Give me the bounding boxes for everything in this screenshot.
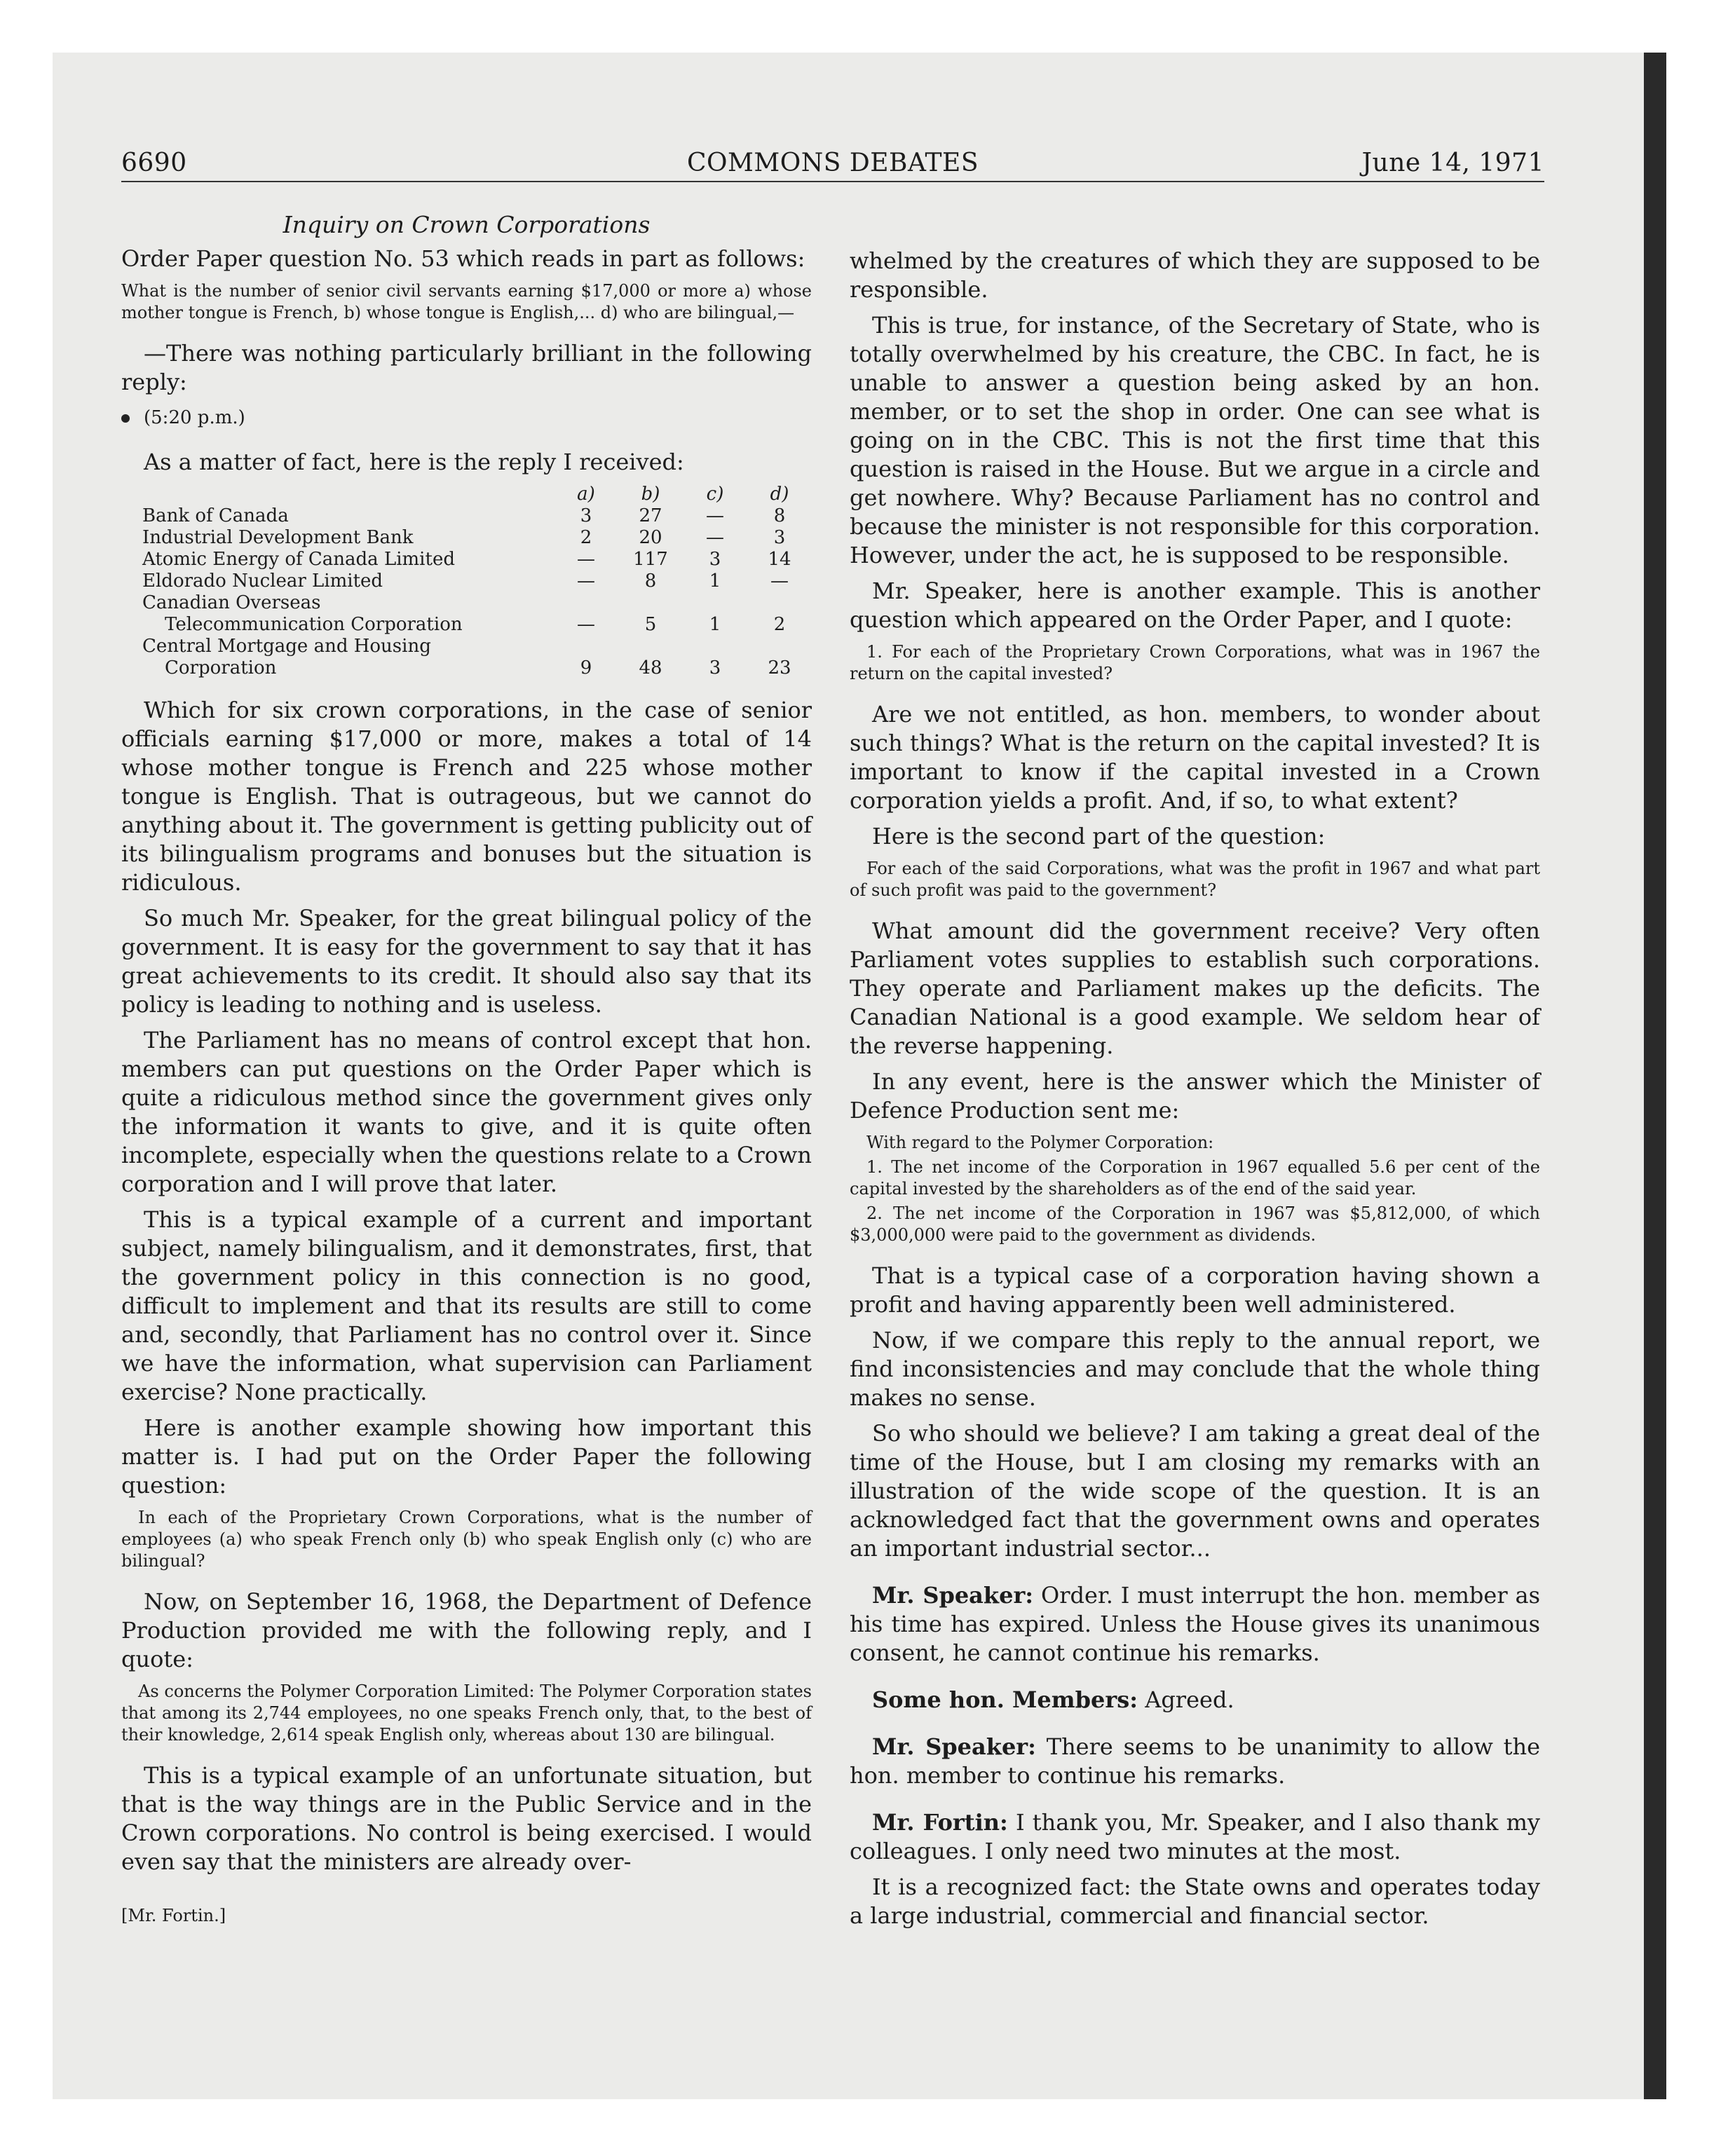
cell-b: 117 (633, 549, 668, 570)
speech-text: Order. I must interrupt the hon. member as his time has expired. Unless the House gives its unanimous consent, he cannot continue his remarks. (850, 1582, 1541, 1666)
cell-b: 48 (639, 657, 662, 678)
paragraph: Order Paper question No. 53 which reads in part as follows: (121, 245, 805, 272)
table-row (121, 636, 812, 657)
table-row (121, 549, 812, 571)
cell-d: 8 (773, 505, 786, 526)
page-header (121, 149, 1544, 182)
header-rule (121, 181, 1544, 182)
table-header-row (121, 484, 812, 505)
paragraph: What amount did the government receive? Very often Parliament votes supplies to establish such corporations. They operate and Parliament makes up the deficits. The Canadian National is a good example. We seldom hear of the reverse happening. (850, 917, 1540, 1059)
publication-date: June 14, 1971 (1361, 149, 1544, 177)
cell-d: — (770, 571, 789, 592)
speaker-name: Mr. Speaker: (872, 1582, 1034, 1609)
table-row (121, 571, 812, 592)
cell-b: 27 (639, 505, 662, 526)
speech-text: I thank you, Mr. Speaker, and I also thank my colleagues. I only need two minutes at the most. (850, 1809, 1541, 1864)
right-column (850, 247, 1540, 1937)
speech-entry (850, 1808, 1540, 1866)
paragraph: Now, if we compare this reply to the annual report, we find inconsistencies and may conclude that the whole thing makes no sense. (850, 1327, 1540, 1411)
column-header: a) (577, 484, 595, 505)
time-text: (5:20 p.m.) (144, 407, 245, 428)
speech-text: Agreed. (1138, 1686, 1234, 1713)
row-label: Industrial Development Bank (142, 527, 414, 548)
cell-a: — (577, 614, 595, 635)
cell-a: 9 (580, 657, 592, 678)
table-row (121, 592, 812, 614)
paragraph: So who should we believe? I am taking a great deal of the time of the House, but I am closing my remarks with an illustration of the wide scope of the question. It is an acknowledged fact that the government owns and operates an important industrial sector... (850, 1420, 1540, 1562)
quoted-reply-item: 1. The net income of the Corporation in 1967 equalled 5.6 per cent of the capital invested by the shareholders as of the end of the said year. (850, 1157, 1540, 1199)
paragraph: —There was nothing particularly brilliant in the following reply: (121, 340, 812, 395)
cell-a: 3 (580, 505, 592, 526)
cell-c: 3 (709, 657, 721, 678)
paragraph: As a matter of fact, here is the reply I received: (144, 449, 684, 475)
cell-d: 14 (768, 549, 791, 570)
cell-d: 2 (773, 614, 786, 635)
speech-entry (850, 1733, 1540, 1790)
speaker-name: Some hon. Members: (872, 1686, 1138, 1713)
publication-title: COMMONS DEBATES (687, 149, 979, 177)
quoted-question: 1. For each of the Proprietary Crown Corporations, what was in 1967 the return on the capital invested? (850, 642, 1540, 683)
cell-c: — (706, 505, 724, 526)
section-heading: Inquiry on Crown Corporations (283, 211, 651, 238)
speaker-attribution: [Mr. Fortin.] (121, 1906, 226, 1925)
table-row (121, 527, 812, 549)
cell-a: — (577, 571, 595, 592)
paragraph: It is a recognized fact: the State owns and operates today a large industrial, commercial and financial sector. (850, 1874, 1540, 1929)
paragraph: That is a typical case of a corporation having shown a profit and having apparently been well administered. (850, 1262, 1540, 1318)
reply-table (121, 484, 812, 679)
paragraph: The Parliament has no means of control except that hon. members can put questions on the Order Paper which is quite a ridiculous method since the government gives only the information it wants to give, and it is quite often incomplete, especially when the questions relate to a Crown corporation and I will prove that later. (121, 1027, 812, 1197)
column-header: c) (706, 484, 724, 505)
paragraph: So much Mr. Speaker, for the great bilingual policy of the government. It is easy for the government to say that it has great achievements to its credit. It should also say that its policy is leading to nothing and is useless. (121, 905, 812, 1018)
paragraph: Mr. Speaker, here is another example. This is another question which appeared on the Order Paper, and I quote: (850, 578, 1540, 633)
paragraph: Now, on September 16, 1968, the Department of Defence Production provided me with the following reply, and I quote: (121, 1588, 812, 1672)
quoted-question: For each of the said Corporations, what was the profit in 1967 and what part of such profit was paid to the government? (850, 859, 1540, 900)
quoted-question: What is the number of senior civil servants earning $17,000 or more a) whose mother tongue is French, b) whose tongue is English,... d) who are bilingual,— (121, 281, 812, 322)
cell-c: — (706, 527, 724, 548)
speaker-name: Mr. Fortin: (872, 1809, 1008, 1836)
row-label: Atomic Energy of Canada Limited (142, 549, 455, 570)
cell-a: — (577, 549, 595, 570)
scan-edge (1644, 53, 1666, 2099)
cell-a: 2 (580, 527, 592, 548)
speaker-name: Mr. Speaker: (872, 1733, 1036, 1760)
row-label: Canadian Overseas (142, 592, 321, 613)
cell-b: 5 (644, 614, 657, 635)
table-row (121, 614, 812, 636)
paragraph: Which for six crown corporations, in the case of senior officials earning $17,000 or more, makes a total of 14 whose mother tongue is French and 225 whose mother tongue is English. That is outrageous, but we cannot do anything about it. The government is getting publicity out of its bilingualism programs and bonuses but the situation is ridiculous. (121, 697, 812, 896)
left-column (121, 210, 812, 1930)
paragraph: whelmed by the creatures of which they are supposed to be responsible. (850, 247, 1540, 303)
quoted-question: In each of the Proprietary Crown Corporations, what is the number of employees (a) who speak French only (b) who speak English only (c) who are bilingual? (121, 1508, 812, 1571)
table-row (121, 505, 812, 527)
cell-d: 3 (773, 527, 786, 548)
column-header: b) (641, 484, 660, 505)
bullet-icon (121, 414, 130, 423)
paragraph: This is true, for instance, of the Secretary of State, who is totally overwhelmed by his creature, the CBC. In fact, he is unable to answer a question being asked by an hon. member, or to set the shop in order. One can see what is going on in the CBC. This is not the first time that this question is raised in the House. But we argue in a circle and get nowhere. Why? Because Parliament has no control and because the minister is not responsible for this corporation. However, under the act, he is supposed to be responsible. (850, 312, 1540, 568)
cell-c: 1 (709, 571, 721, 592)
cell-d: 23 (768, 657, 791, 678)
row-label: Central Mortgage and Housing (142, 636, 431, 657)
page-number: 6690 (121, 149, 187, 177)
speech-entry (850, 1686, 1540, 1714)
speech-text: There seems to be unanimity to allow the hon. member to continue his remarks. (850, 1733, 1541, 1789)
paragraph: Here is another example showing how important this matter is. I had put on the Order Paper the following question: (121, 1414, 812, 1499)
cell-c: 1 (709, 614, 721, 635)
column-header: d) (770, 484, 789, 505)
quoted-reply: As concerns the Polymer Corporation Limited: The Polymer Corporation states that among its 2,744 employees, no one speaks French only, that, to the best of their knowledge, 2,614 speak English only, whereas about 130 are bilingual. (121, 1681, 812, 1745)
paragraph: In any event, here is the answer which the Minister of Defence Production sent me: (850, 1068, 1540, 1124)
cell-b: 20 (639, 527, 662, 548)
speech-entry (850, 1581, 1540, 1667)
quoted-reply-intro: With regard to the Polymer Corporation: (866, 1133, 1214, 1152)
paragraph: Here is the second part of the question: (872, 823, 1326, 850)
time-stamp (121, 404, 812, 432)
cell-b: 8 (644, 571, 657, 592)
paragraph: This is a typical example of an unfortunate situation, but that is the way things are in the Public Service and in the Crown corporations. No control is being exercised. I would even say that the ministers are already over- (121, 1762, 812, 1875)
quoted-reply-item: 2. The net income of the Corporation in 1967 was $5,812,000, of which $3,000,000 were paid to the government as dividends. (850, 1203, 1540, 1245)
paragraph: This is a typical example of a current and important subject, namely bilingualism, and it demonstrates, first, that the government policy in this connection is no good, difficult to implement and that its results are still to come and, secondly, that Parliament has no control over it. Since we have the information, what supervision can Parliament exercise? None practically. (121, 1206, 812, 1405)
cell-c: 3 (709, 549, 721, 570)
paragraph: Are we not entitled, as hon. members, to wonder about such things? What is the return on the capital invested? It is important to know if the capital invested in a Crown corporation yields a profit. And, if so, to what extent? (850, 701, 1540, 814)
table-row (121, 657, 812, 679)
row-label: Bank of Canada (142, 505, 289, 526)
row-label-continued: Telecommunication Corporation (165, 614, 463, 635)
row-label: Eldorado Nuclear Limited (142, 571, 383, 592)
row-label-continued: Corporation (165, 657, 277, 678)
